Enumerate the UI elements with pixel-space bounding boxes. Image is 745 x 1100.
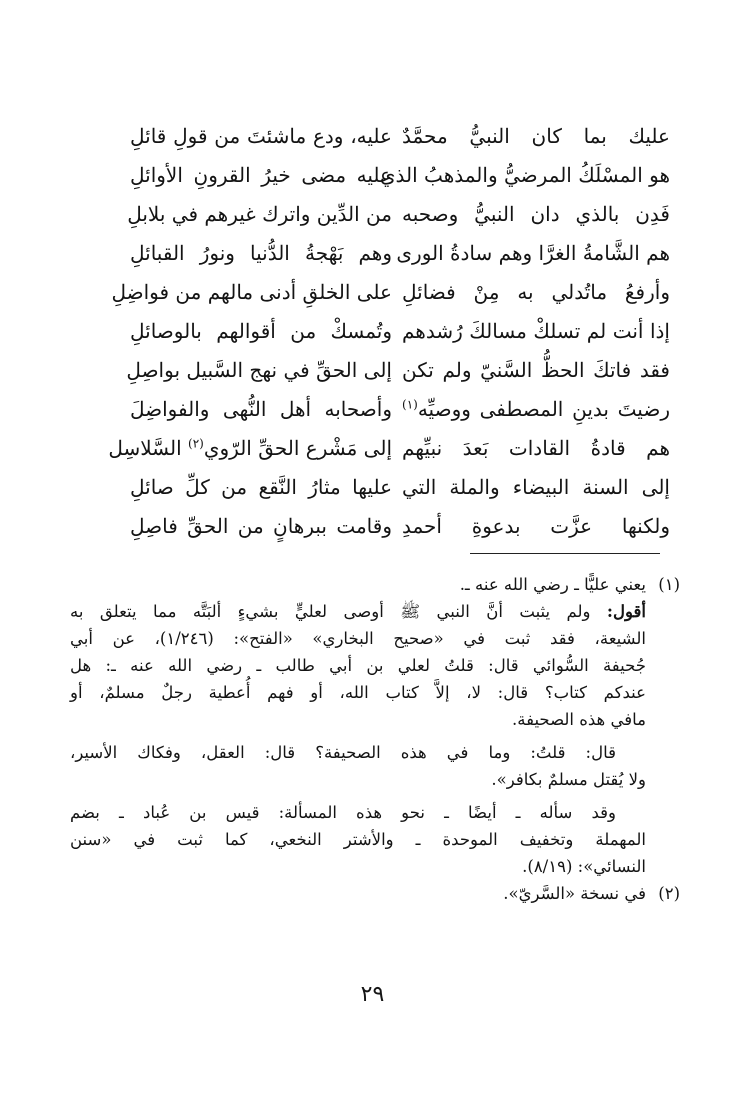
footnote-line: في نسخة «السَّريّ». (503, 884, 646, 903)
footnote-body (70, 880, 646, 907)
verse-second-hemistich: عليها مثارُ النَّقع من كلِّ صائلِ (130, 475, 392, 499)
verse-first-hemistich: هم قادةُ القادات بَعدَ نبيِّهم (402, 436, 670, 460)
verse-first-hemistich: ولكنها عزَّت بدعوةِ أحمدِ (402, 514, 670, 538)
footnote-line: قال: قلتُ: وما في هذه الصحيفة؟ قال: العقل، وفكاك الأسير، (70, 743, 616, 762)
footnotes (70, 571, 680, 907)
poem-verse (130, 117, 670, 156)
page-number: ٢٩ (360, 982, 385, 1007)
poem-verse (108, 429, 670, 468)
footnote-line: جُحيفة السُّوائي قال: قلتُ لعلي بن أبي طالب ـ رضي الله عنه ـ: هل (70, 656, 646, 675)
poem-verse (130, 468, 670, 507)
poem-verse (111, 273, 670, 312)
footnote-line: ولا يُقتل مسلمٌ بكافر». (491, 770, 646, 789)
verse-second-hemistich: وأصحابه أهل النُّهى والفواضِلَ (130, 397, 392, 421)
poem-verse (126, 351, 670, 390)
verse-second-hemistich: من الدِّين واترك غيرهم في بلابلِ (127, 202, 392, 226)
verse-second-hemistich: وقامت ببرهانٍ من الحقِّ فاصِلِ (130, 514, 392, 538)
verse-second-hemistich: إلى مَشْرع الحقِّ الرّوي$^{(٢)}$ السَّلاسِل (108, 436, 392, 460)
verse-second-hemistich: عليه مضى خيرُ القرونِ الأوائلِ (130, 163, 392, 187)
footnote-line: مافي هذه الصحيفة. (512, 710, 646, 729)
footnote-marker: (٢) (188, 436, 204, 451)
poem-verse (130, 507, 670, 546)
footnote-line: وقد سأله ـ أيضًا ـ نحو هذه المسألة: قيس بن عُباد ـ بضم (70, 803, 616, 822)
poem-verse (130, 156, 670, 195)
poem-verse (130, 234, 670, 273)
verse-first-hemistich: هو المسْلَكُ المرضيُّ والمذهبُ الذي (379, 163, 670, 187)
poem (108, 117, 670, 546)
verse-first-hemistich: إلى السنة البيضاء والملة التي (402, 475, 670, 499)
verse-second-hemistich: عليه، ودع ماشئتَ من قولِ قائلِ (130, 124, 392, 148)
verse-second-hemistich: وتُمسكْ من أقوالهم بالوصائلِ (130, 319, 392, 343)
poem-verse (130, 390, 670, 429)
footnote-marker: (١) (402, 397, 418, 412)
poem-verse (127, 195, 670, 234)
footnote-line: النسائي»: (٨/١٩). (522, 857, 646, 876)
footnote (70, 880, 680, 907)
footnote-line: عندكم كتاب؟ قال: لا، إلاَّ كتاب الله، أو فهم أُعطية رجلٌ مسلمٌ، أو (70, 683, 646, 702)
verse-first-hemistich: فقد فاتكَ الحظُّ السَّنيّ ولم تكن (402, 358, 670, 382)
verse-first-hemistich: عليك بما كان النبيُّ محمَّدٌ (402, 124, 670, 148)
verse-first-hemistich: وأرفعُ ماتُدلي به مِنْ فضائلِ (402, 280, 670, 304)
footnote-line: أقول: ولم يثبت أنَّ النبي ﷺ أوصى لعليٍّ بشيءٍ ألبَتَّه مما يتعلق به (70, 602, 646, 621)
footnote-line: المهملة وتخفيف الموحدة ـ والأشتر النخعي، كما ثبت في «سنن (70, 830, 646, 849)
verse-first-hemistich: هم الشَّامةُ الغرَّا وهم سادةُ الورى (396, 241, 670, 265)
verse-first-hemistich: فَدِن بالذي دان النبيُّ وصحبه (402, 202, 670, 226)
footnote-lead: أقول: (606, 602, 646, 621)
footnote-line: يعني عليًّا ـ رضي الله عنه ـ. (459, 575, 646, 594)
verse-first-hemistich: رضيتَ بدينِ المصطفى ووصيِّه$^{(١)}$ (402, 397, 670, 421)
footnote-number: (١) (658, 575, 680, 594)
verse-second-hemistich: وهم بَهْجةُ الدُّنيا ونورُ القبائلِ (130, 241, 392, 265)
verse-second-hemistich: إلى الحقِّ في نهج السَّبيل بواصِلِ (126, 358, 392, 382)
poem-verse (130, 312, 670, 351)
footnote (70, 571, 680, 880)
verse-second-hemistich: على الخلقِ أدنى مالهم من فواضِلِ (111, 280, 392, 304)
footnote-number: (٢) (658, 884, 680, 903)
footnote-body (70, 571, 646, 880)
verse-first-hemistich: إذا أنت لم تسلكْ مسالكَ رُشدهم (402, 319, 670, 343)
footnote-separator (470, 553, 660, 554)
footnote-line: الشيعة، فقد ثبت في «صحيح البخاري» «الفتح»: (١/٢٤٦)، عن أبي (70, 629, 646, 648)
